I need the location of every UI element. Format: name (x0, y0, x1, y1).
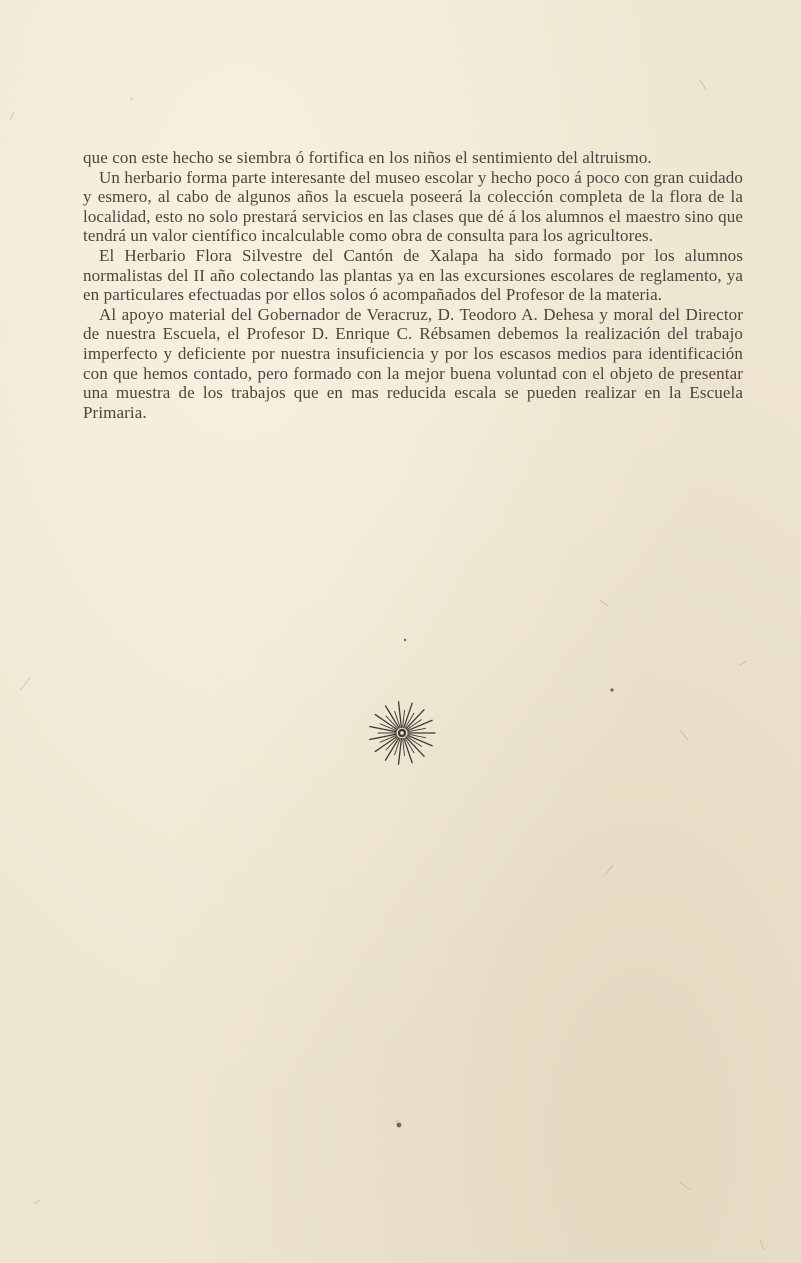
radiating-ornament-icon (362, 697, 442, 769)
body-text (83, 148, 743, 422)
paragraph-3: El Herbario Flora Silvestre del Cantón de Xalapa ha sido formado por los alumnos normalistas del II año colectando las plantas ya en las excursiones escolares de reglamento, ya en particulares efectuadas por ellos solos ó acompañados del Profesor de la materia. (83, 245, 743, 305)
paragraph-4: Al apoyo material del Gobernador de Veracruz, D. Teodoro A. Dehesa y moral del Director de nuestra Escuela, el Profesor D. Enrique C. Rébsamen debemos la realización del trabajo imperfecto y deficiente por nuestra insuficiencia y por los escasos medios para identificación con que hemos contado, pero formado con la mejor buena voluntad con el objeto de presentar una muestra de los trabajos que en mas reducida escala se pueden realizar en la Escuela Primaria. (83, 304, 743, 422)
paragraph-2: Un herbario forma parte interesante del museo escolar y hecho poco á poco con gran cuidado y esmero, al cabo de algunos años la escuela poseerá la colección completa de la flora de la localidad, esto no solo prestará servicios en las clases que dé á los alumnos el maestro sino que tendrá un valor científico incalculable como obra de consulta para los agricultores. (83, 167, 743, 246)
paragraph-1: que con este hecho se siembra ó fortifica en los niños el sentimiento del altruismo. (83, 148, 652, 167)
